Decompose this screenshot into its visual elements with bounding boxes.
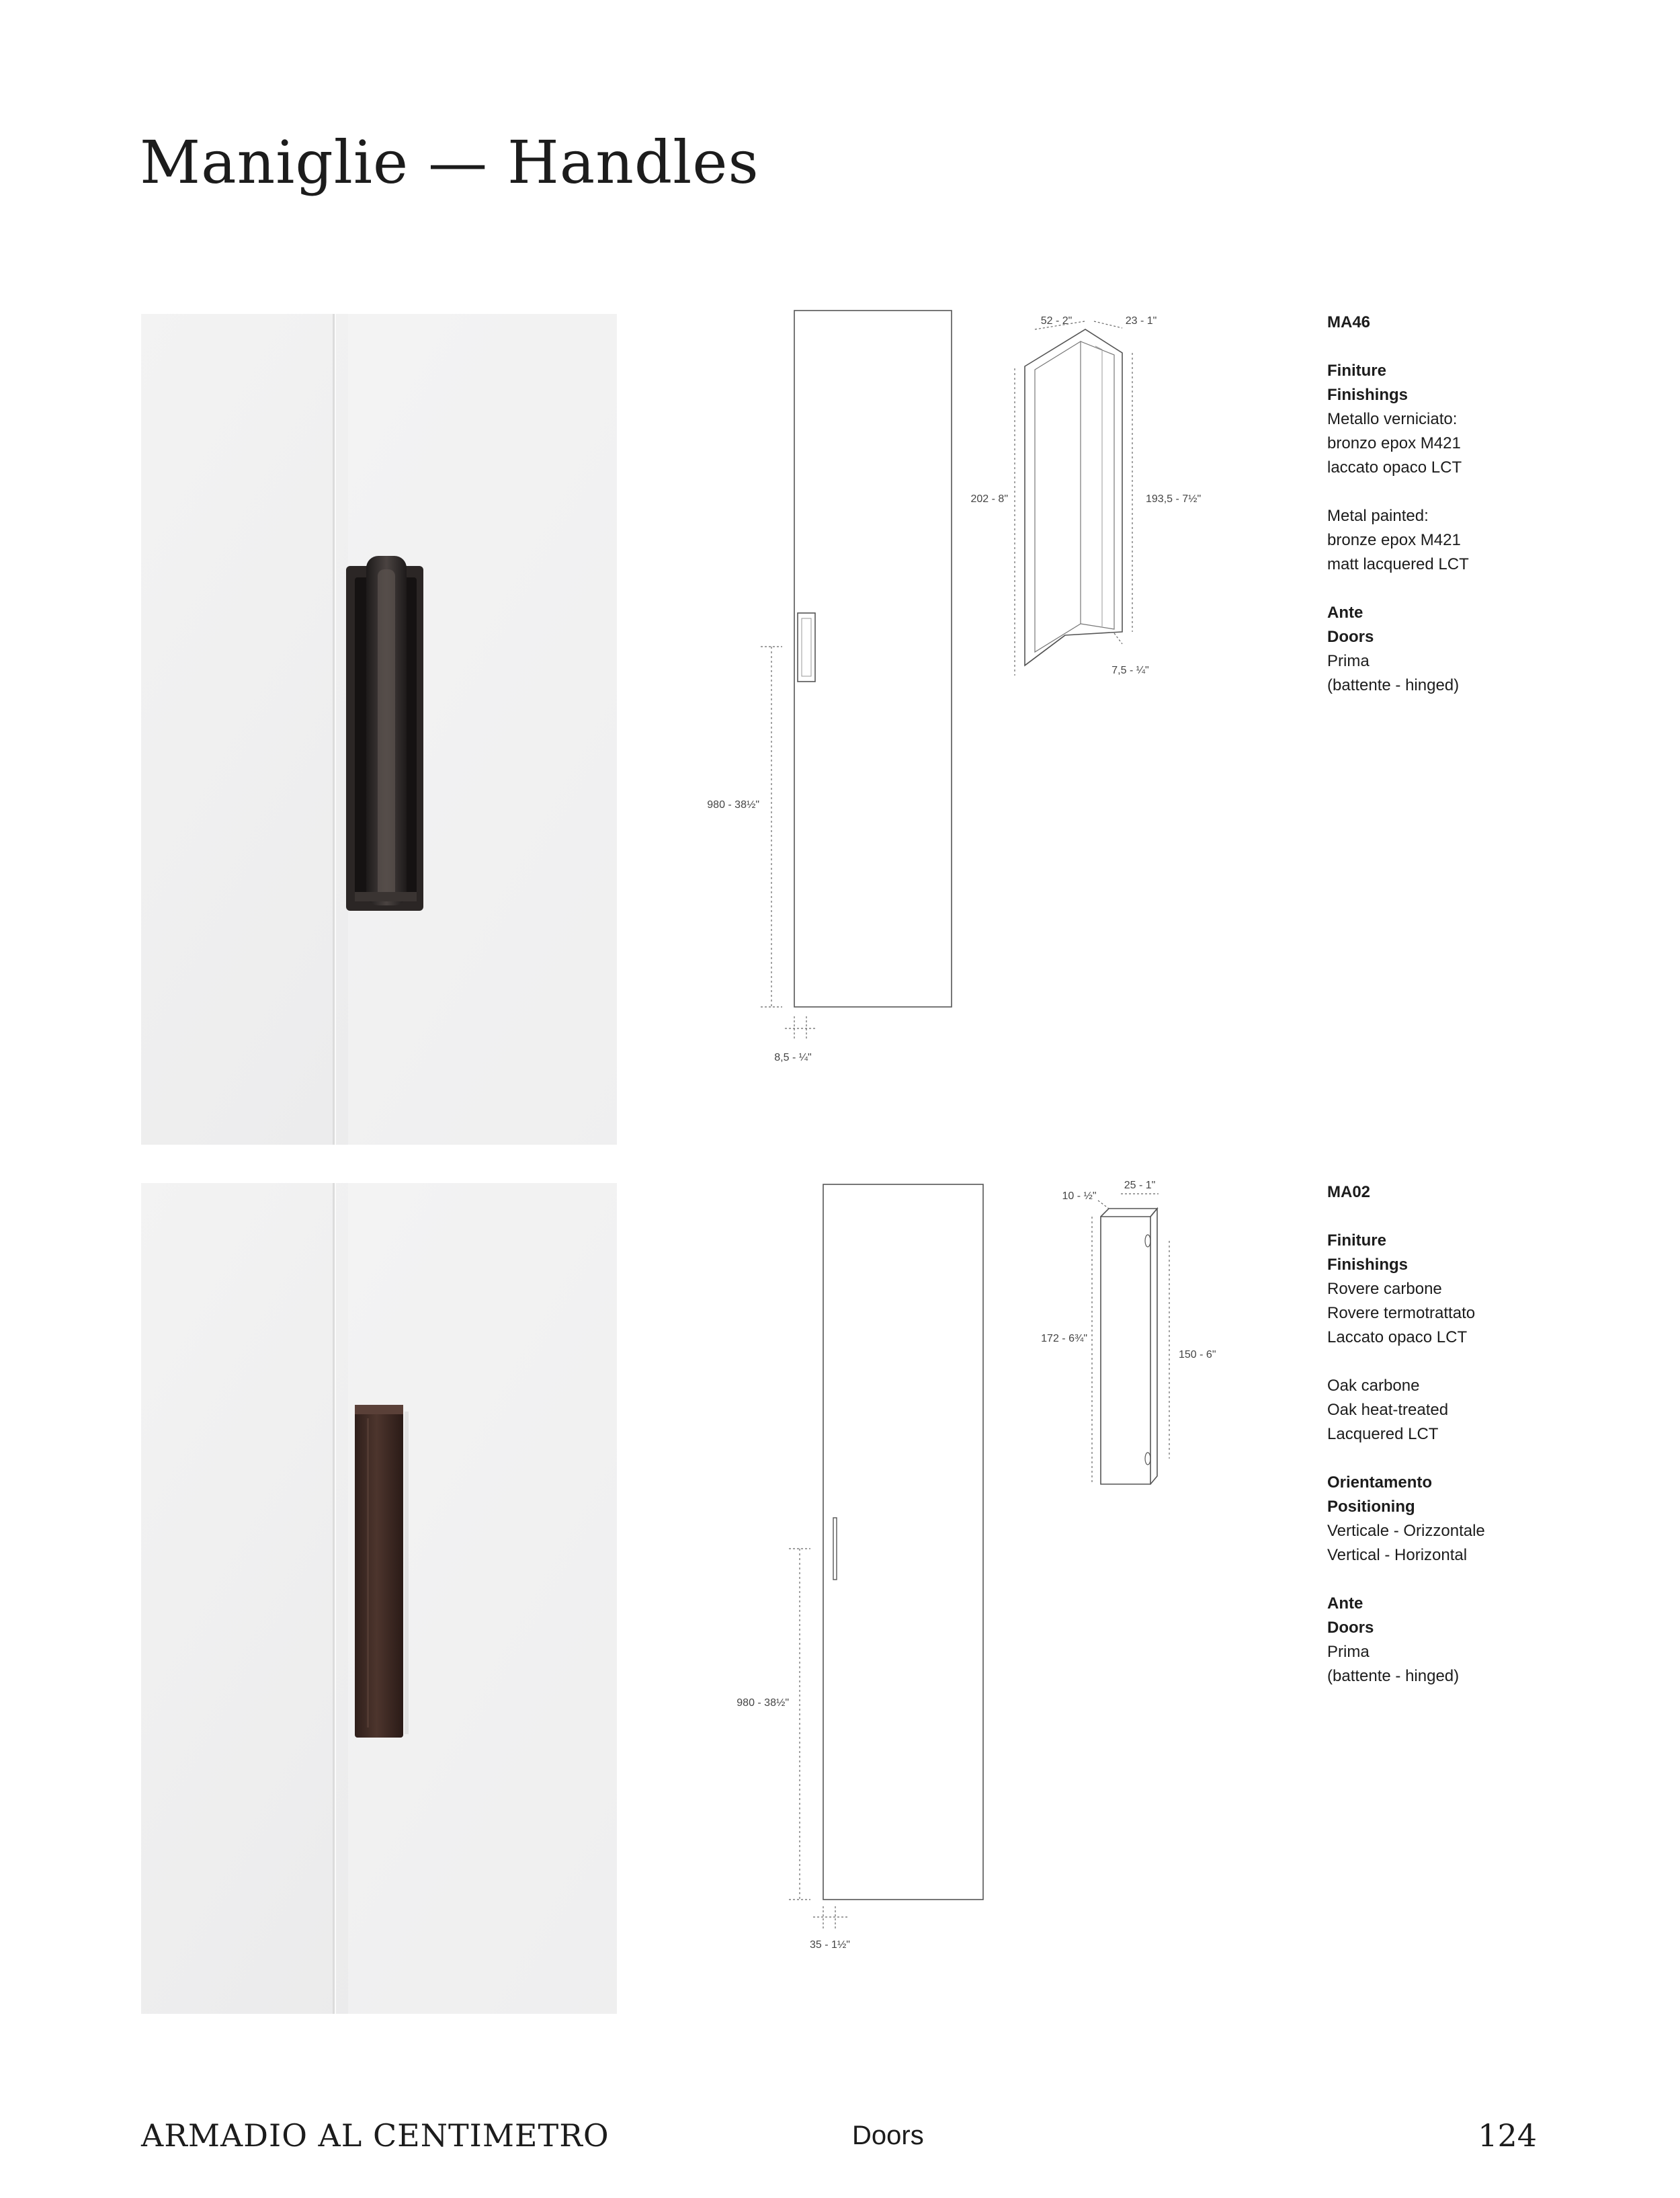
finish-it-line: Rovere termotrattato (1327, 1304, 1476, 1322)
positioning-label-it: Orientamento (1327, 1473, 1433, 1492)
ma02-product-code: MA02 (1327, 1183, 1371, 1201)
doors-label-en: Doors (1327, 628, 1374, 646)
finish-en-line: matt lacquered LCT (1327, 555, 1469, 573)
ma46-inner-height-label: 193,5 - 7½" (1146, 493, 1202, 505)
ma02-product-photo (141, 1183, 617, 2014)
finish-it-line: bronzo epox M421 (1327, 434, 1461, 452)
doors-label-it: Ante (1327, 1594, 1363, 1613)
ma02-height-label: 172 - 6¾" (1041, 1333, 1087, 1344)
doors-label-en: Doors (1327, 1619, 1374, 1637)
ma02-door-handle (833, 1518, 837, 1580)
doors-line: Prima (1327, 652, 1370, 670)
finish-it-line: Metallo verniciato: (1327, 410, 1458, 428)
ma46-spec-block (1327, 311, 1596, 698)
footer-brand: ARMADIO AL CENTIMETRO (141, 2117, 610, 2154)
positioning-line: Verticale - Orizzontale (1327, 1522, 1485, 1540)
finish-en-line: Oak carbone (1327, 1377, 1420, 1395)
ma46-door-outline (794, 311, 952, 1007)
ma02-depth-label: 25 - 1" (1124, 1180, 1156, 1191)
ma02-spec-block (1327, 1180, 1596, 1688)
finish-en-line: bronze epox M421 (1327, 531, 1461, 549)
ma02-mount-height-label: 980 - 38½" (737, 1697, 789, 1709)
ma46-technical-drawing (679, 302, 1257, 1082)
ma46-width-label: 52 - 2" (1040, 315, 1073, 327)
doors-line: Prima (1327, 1643, 1370, 1661)
finish-it-line: Rovere carbone (1327, 1280, 1442, 1298)
page-title: Maniglie — Handles (140, 128, 759, 197)
finish-it-line: Laccato opaco LCT (1327, 1328, 1468, 1346)
ma46-mount-height-label: 980 - 38½" (707, 799, 759, 811)
finish-en-line: Lacquered LCT (1327, 1425, 1439, 1443)
ma02-technical-drawing (699, 1175, 1277, 1968)
ma02-thickness-label: 10 - ½" (1062, 1190, 1097, 1202)
finish-en-line: Metal painted: (1327, 507, 1429, 525)
positioning-label-en: Positioning (1327, 1498, 1415, 1516)
ma46-door-handle (798, 613, 815, 682)
ma02-door-outline (823, 1184, 983, 1900)
ma46-base-label: 7,5 - ¼" (1111, 665, 1149, 676)
doors-label-it: Ante (1327, 604, 1363, 622)
ma46-depth-label: 23 - 1" (1125, 315, 1157, 327)
finishings-label-it: Finiture (1327, 362, 1386, 380)
finishings-label-it: Finiture (1327, 1231, 1386, 1250)
positioning-line: Vertical - Horizontal (1327, 1546, 1468, 1564)
doors-line: (battente - hinged) (1327, 1667, 1460, 1685)
ma02-hole-spacing-label: 150 - 6" (1179, 1349, 1216, 1360)
doors-line: (battente - hinged) (1327, 676, 1460, 694)
ma46-product-code: MA46 (1327, 313, 1371, 331)
footer-section: Doors (852, 2121, 924, 2150)
finish-it-line: laccato opaco LCT (1327, 458, 1462, 477)
ma02-edge-offset-label: 35 - 1½" (810, 1939, 850, 1951)
ma46-handle-detail (1025, 329, 1122, 665)
ma46-product-photo (141, 314, 617, 1145)
finishings-label-en: Finishings (1327, 386, 1408, 404)
ma02-handle-detail (1101, 1209, 1157, 1484)
page-number: 124 (1478, 2117, 1537, 2154)
finishings-label-en: Finishings (1327, 1256, 1408, 1274)
ma46-height-label: 202 - 8" (970, 493, 1008, 505)
finish-en-line: Oak heat-treated (1327, 1401, 1449, 1419)
ma46-edge-offset-label: 8,5 - ¼" (774, 1052, 812, 1063)
